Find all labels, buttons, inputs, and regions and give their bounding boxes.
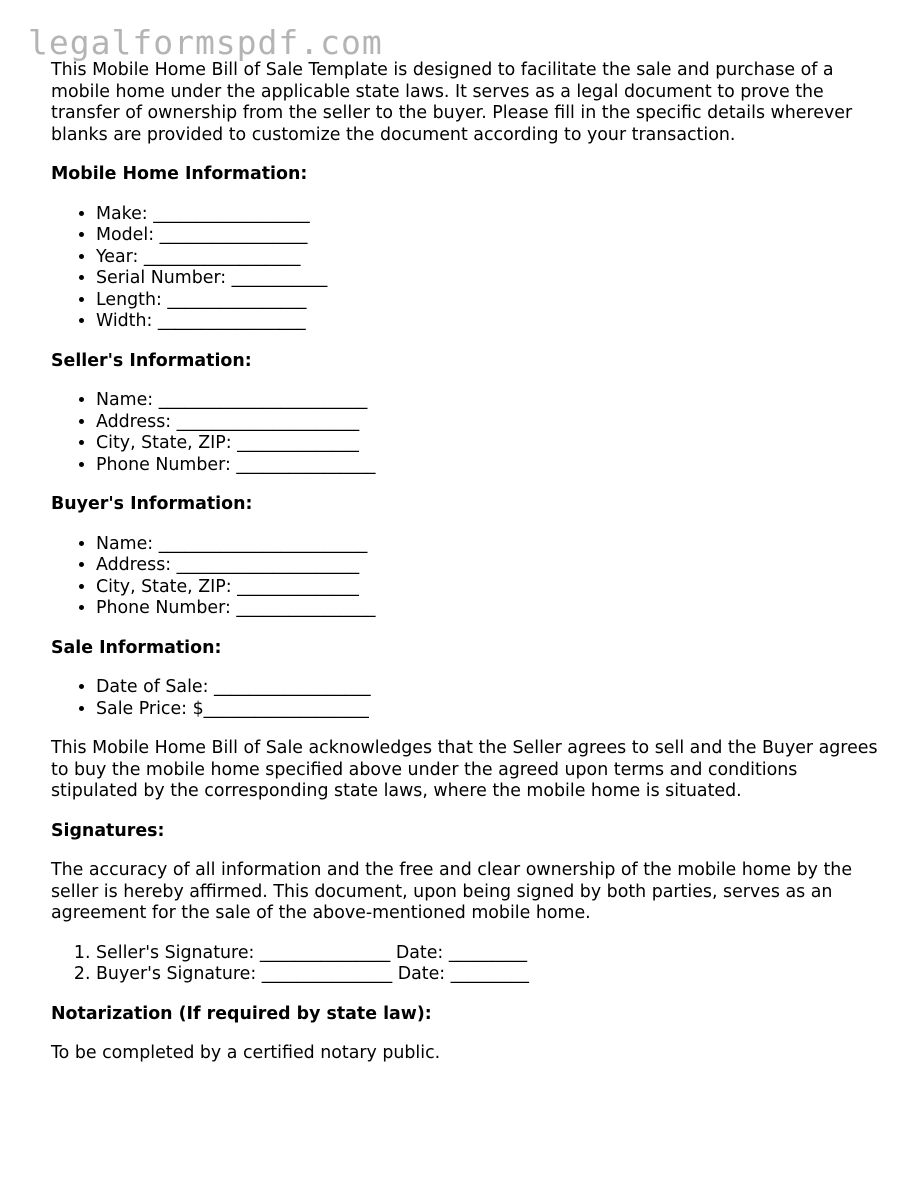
signatures-heading: Signatures: <box>51 820 165 841</box>
home-year-field: • Year: __________________ <box>96 247 881 269</box>
seller-city-state-zip-field: • City, State, ZIP: ______________ <box>96 433 881 455</box>
home-width-field: • Width: _________________ <box>96 311 881 333</box>
home-model-field: • Model: _________________ <box>96 225 881 247</box>
sale-price-field: • Sale Price: $___________________ <box>96 699 881 721</box>
home-length-field: • Length: ________________ <box>96 290 881 312</box>
home-info-heading: Mobile Home Information: <box>51 164 308 184</box>
seller-info-heading: Seller's Information: <box>51 350 252 371</box>
acknowledgement-paragraph: This Mobile Home Bill of Sale acknowledges that the Seller agrees to sell and the Buyer agrees to buy the mobile home specified above under the agreed upon terms and conditions stipulated by the corresponding state laws, where the mobile home is situated. <box>51 738 878 801</box>
seller-info-list <box>51 390 881 476</box>
sale-info-list <box>51 677 881 720</box>
document-body <box>51 60 881 1083</box>
buyer-info-heading: Buyer's Information: <box>51 494 253 514</box>
buyer-signature-line: 2. Buyer's Signature: _______________ Date: _________ <box>96 964 881 986</box>
seller-phone-field: • Phone Number: ________________ <box>96 455 881 477</box>
buyer-address-field: • Address: _____________________ <box>96 555 881 577</box>
home-make-field: • Make: __________________ <box>96 204 881 226</box>
watermark: legalformspdf.com <box>28 23 383 62</box>
signatures-list <box>51 943 881 986</box>
buyer-name-field: • Name: ________________________ <box>96 534 881 556</box>
home-serial-field: • Serial Number: ___________ <box>96 268 881 290</box>
seller-name-field: • Name: ________________________ <box>96 390 881 412</box>
seller-address-field: • Address: _____________________ <box>96 412 881 434</box>
buyer-info-list <box>51 534 881 620</box>
signatures-paragraph: The accuracy of all information and the free and clear ownership of the mobile home by the seller is hereby affirmed. This document, upon being signed by both parties, serves as an agreement for the sale of the above-mentioned mobile home. <box>51 860 853 923</box>
sale-date-field: • Date of Sale: __________________ <box>96 677 881 699</box>
sale-info-heading: Sale Information: <box>51 637 222 658</box>
seller-signature-line: 1. Seller's Signature: _______________ Date: _________ <box>96 943 881 965</box>
buyer-phone-field: • Phone Number: ________________ <box>96 598 881 620</box>
notarization-paragraph: To be completed by a certified notary public. <box>51 1043 441 1063</box>
intro-paragraph: This Mobile Home Bill of Sale Template is designed to facilitate the sale and purchase of a mobile home under the applicable state laws. It serves as a legal document to prove the transfer of ownership from the seller to the buyer. Please fill in the specific details wherever blanks are provided to customize the document according to your transaction. <box>51 60 853 145</box>
notarization-heading: Notarization (If required by state law): <box>51 1003 432 1024</box>
home-info-list <box>51 204 881 333</box>
buyer-city-state-zip-field: • City, State, ZIP: ______________ <box>96 577 881 599</box>
